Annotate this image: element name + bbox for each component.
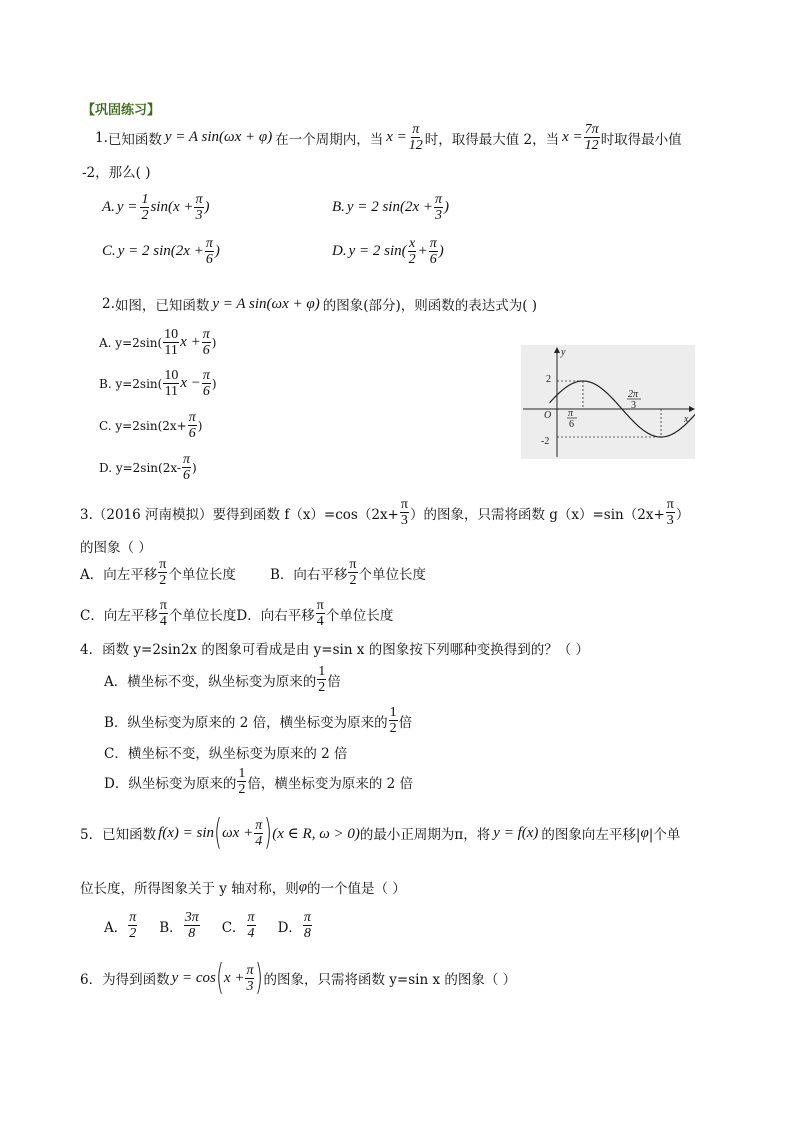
q5-options: A． π 2 B． 3π 8 C． π 4 D． π 8 [104, 910, 311, 941]
y-axis-arrow [554, 347, 560, 353]
question-2-stem [102, 294, 537, 314]
q2-text-2: 的图象(部分)，则函数的表达式为( ) [322, 298, 538, 314]
q2-a-frac-1: 10 11 [164, 327, 179, 358]
question-3-stem: 3.（2016 河南模拟）要得到函数 f（x）=cos（2x+ $\frac{\pi}{3}$ ）的图象，只需将函数 g（x）=sin（2x+ $\frac{\pi}{3}$ ） [80, 497, 690, 528]
tick-pi-over-6-den: 6 [569, 419, 574, 430]
x-axis-label: x [684, 414, 689, 425]
q3-c-frac: π 4 [159, 598, 167, 629]
sine-graph [521, 345, 695, 459]
q4-option-d: D．纵坐标变为原来的 1 2 倍，横坐标变为原来的 2 倍 [104, 766, 413, 797]
q5-d-frac: π 8 [303, 910, 311, 941]
q1-stem-line-2: -2，那么( ) [82, 165, 151, 181]
q4-b-frac: 1 2 [389, 705, 397, 736]
q3-d-frac: π 4 [316, 598, 324, 629]
question-1-stem [95, 122, 682, 153]
q2-b-frac-1: 10 11 [164, 368, 179, 399]
q2-option-a: A. y=2sin( 10 11 x + $\frac{\pi}{6}$ ) [99, 327, 217, 358]
q1-x-eq-2: x = [562, 129, 583, 145]
q3-option-a: A．向左平移 π 2 个单位长度 [80, 557, 236, 588]
q1-formula: y = A sin(ωx + φ) [164, 129, 273, 145]
q2-option-c: C. y=2sin(2x+ $\frac{\pi}{6}$ ) [99, 410, 203, 441]
q6-frac: $\frac{\pi}{3}$ [246, 962, 254, 994]
origin-label: O [544, 410, 552, 421]
q3-option-c-d: C．向左平移 π 4 个单位长度 D．向右平移 π 4 个单位长度 [80, 598, 394, 629]
tick-2pi-over-3-num: 2π [628, 389, 639, 400]
question-5-stem: 5．已知函数 f(x) = sin ( ωx + $\frac{\pi}{4}$ ) (x ∈ R, ω > 0) 的最小正周期为π，将 y = f(x) 的图象向左平移| φ |个单 [80, 812, 681, 853]
q2-b-frac-2: $\frac{\pi}{6}$ [202, 368, 210, 399]
section-title: 【巩固练习】 [82, 103, 161, 118]
q2-d-frac: π 6 [182, 452, 190, 483]
q2-c-frac: $\frac{\pi}{6}$ [188, 410, 196, 441]
q5-stem-line-2: 位长度，所得图象关于 y 轴对称，则 φ 的一个值是（ ） [80, 878, 406, 897]
q3-a-frac: π 2 [159, 557, 167, 588]
y-tick-minus-2: -2 [541, 436, 550, 447]
q5-b-frac: 3π 8 [184, 910, 199, 941]
q1-number: 1. [95, 129, 108, 146]
q1-c-frac: $\frac{\pi}{6}$ [205, 236, 213, 267]
q1-x-eq-1: x = [386, 129, 407, 145]
x-axis-arrow [689, 406, 695, 412]
q5-frac: $\frac{\pi}{4}$ [255, 817, 263, 849]
q1-fraction-1: $\frac{\pi}{12}$ [408, 122, 423, 153]
q2-option-b: B. y=2sin( 10 11 x − $\frac{\pi}{6}$ ) [99, 368, 217, 399]
q1-a-frac-1: $\frac{1}{2}$ [141, 192, 149, 223]
q3-frac-1: $\frac{\pi}{3}$ [400, 497, 408, 528]
q2-number: 2. [102, 296, 115, 312]
y-axis-label: y [561, 347, 566, 358]
q1-d-frac-2: $\frac{\pi}{6}$ [429, 236, 437, 267]
tick-2pi-over-3-den: 3 [631, 400, 636, 411]
q1-option-a: A. y = $\frac{1}{2}$ sin(x + $\frac{\pi}{3}$ ) [102, 192, 210, 223]
q4-option-b: B．纵坐标变为原来的 2 倍，横坐标变为原来的 1 2 倍 [104, 705, 413, 736]
q1-fraction-2: $\frac{7\pi}{12}$ [584, 122, 599, 153]
q4-option-c: C．横坐标不变，纵坐标变为原来的 2 倍 [104, 746, 348, 762]
tick-pi-over-6-num: π [568, 408, 574, 419]
question-6-stem: 6．为得到函数 y = cos ( x + $\frac{\pi}{3}$ ) 的图象，只需将函数 y=sin x 的图象（ ） [80, 957, 517, 998]
question-4-stem: 4．函数 y=2sin2x 的图象可看成是由 y=sin x 的图象按下列哪种变换得到的？（ ） [80, 642, 589, 658]
q1-option-c: C. y = 2 sin(2x + $\frac{\pi}{6}$ ) [102, 236, 220, 267]
q4-a-frac: 1 2 [318, 664, 326, 695]
q1-option-d: D. y = 2 sin( x 2 + $\frac{\pi}{6}$ ) [332, 236, 444, 267]
q1-option-b: B. y = 2 sin(2x + $\frac{\pi}{3}$ ) [332, 192, 449, 223]
q2-formula: y = A sin(ωx + φ) [212, 295, 320, 312]
q4-d-frac: 1 2 [238, 766, 246, 797]
q3-b-frac: π 2 [349, 557, 357, 588]
q1-text-2: 在一个周期内，当 [275, 131, 384, 148]
q1-d-frac-1: x 2 [408, 236, 416, 267]
q5-c-frac: π 4 [247, 910, 255, 941]
q1-text-1: 已知函数 [107, 131, 162, 148]
q3-option-b: B．向右平移 π 2 个单位长度 [270, 557, 426, 588]
q2-option-d: D. y=2sin(2x- π 6 ) [99, 452, 197, 483]
y-tick-2: 2 [546, 374, 551, 385]
q2-a-frac-2: $\frac{\pi}{6}$ [202, 327, 210, 358]
q1-text-3: 时，取得最大值 2，当 [424, 131, 560, 148]
q2-text-1: 如图，已知函数 [114, 298, 210, 314]
q1-a-frac-2: $\frac{\pi}{3}$ [195, 192, 203, 223]
q3-frac-2: $\frac{\pi}{3}$ [666, 497, 674, 528]
q1-b-frac: $\frac{\pi}{3}$ [434, 192, 442, 223]
q1-text-4: 时取得最小值 [600, 131, 682, 148]
q3-stem-line-2: 的图象（ ） [80, 540, 152, 556]
q4-option-a: A．横坐标不变，纵坐标变为原来的 1 2 倍 [104, 664, 341, 695]
q5-a-frac: π 2 [129, 910, 137, 941]
